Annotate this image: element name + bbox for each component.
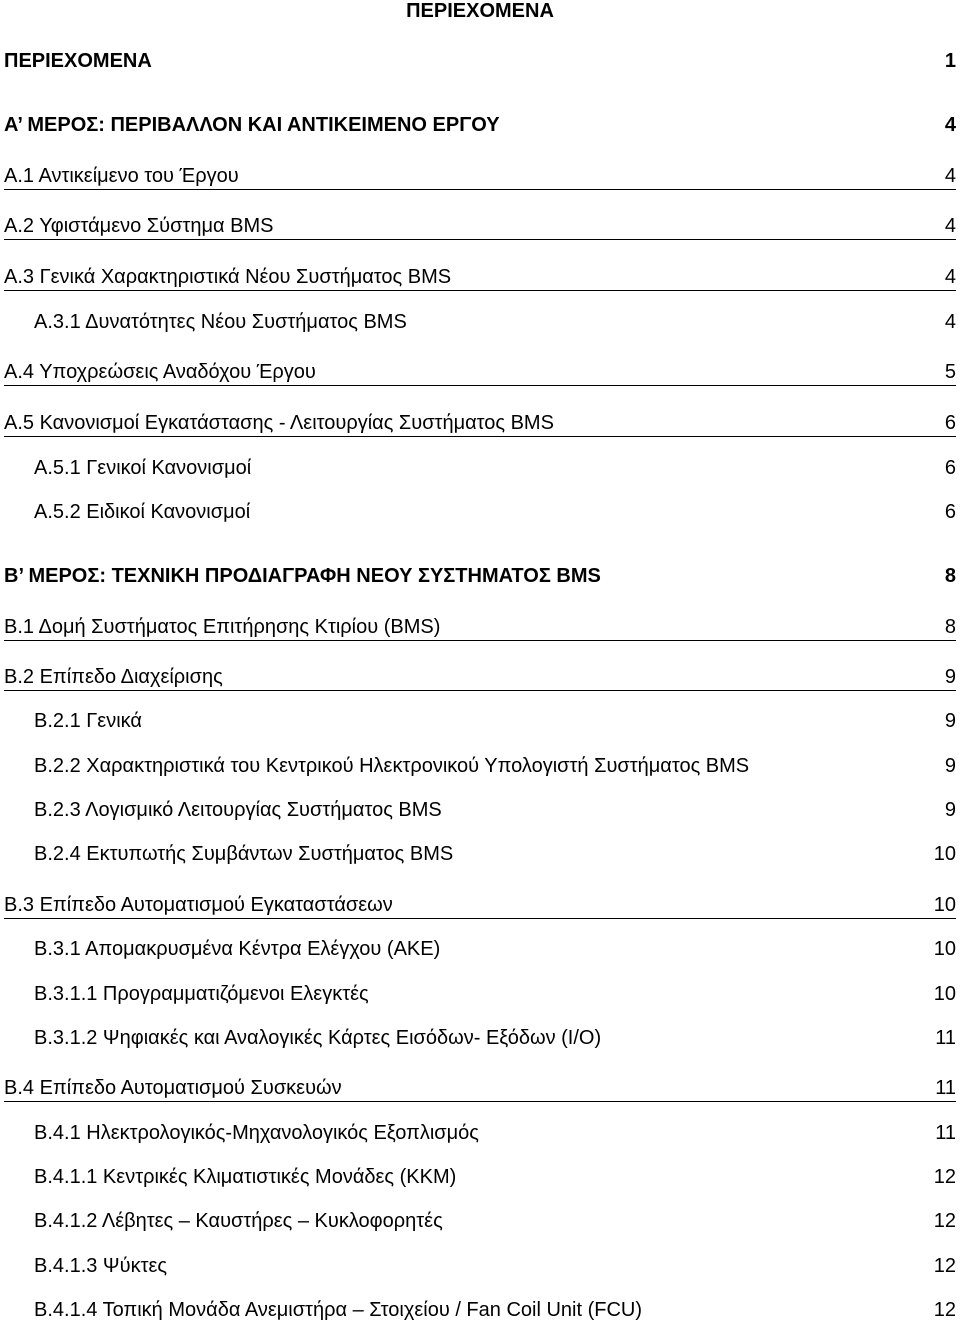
toc-entry-label: Β.2 Επίπεδο Διαχείρισης [4, 666, 223, 688]
toc-entry-b4-1-4[interactable] [34, 1297, 956, 1323]
toc-entry-page: 12 [933, 1166, 956, 1188]
toc-entry-label: Β.2.1 Γενικά [34, 710, 142, 732]
toc-entry-label: Α.1 Αντικείμενο του Έργου [4, 165, 239, 187]
toc-entry-label: Β.3 Επίπεδο Αυτοματισμού Εγκαταστάσεων [4, 894, 393, 916]
toc-entry-page: 9 [944, 799, 956, 821]
toc-entry-page: 4 [944, 311, 956, 333]
toc-entry-b3[interactable] [4, 892, 956, 919]
toc-entry-label: Β.4.1.1 Κεντρικές Κλιματιστικές Μονάδες (ΚΚΜ) [34, 1166, 457, 1188]
toc-entry-b1[interactable] [4, 614, 956, 641]
toc-entry-label: Β.2.4 Εκτυπωτής Συμβάντων Συστήματος BMS [34, 843, 454, 865]
toc-entry-label: Α.4 Υποχρεώσεις Αναδόχου Έργου [4, 361, 316, 383]
toc-entry-page: 10 [933, 983, 956, 1005]
toc-entry-label: ΠΕΡΙΕΧΟΜΕΝΑ [4, 50, 152, 72]
toc-entry-a3-1[interactable] [34, 309, 956, 335]
toc-entry-part-a[interactable] [4, 112, 956, 138]
toc-entry-page: 8 [944, 616, 956, 638]
toc-entry-a5[interactable] [4, 410, 956, 437]
toc-entry-page: 4 [944, 165, 956, 187]
toc-entry-label: Β.4.1.2 Λέβητες – Καυστήρες – Κυκλοφορητές [34, 1210, 443, 1232]
toc-entry-label: Α.5 Κανονισμοί Εγκατάστασης - Λειτουργίας Συστήματος BMS [4, 412, 554, 434]
toc-entry-label: Α.5.2 Ειδικοί Κανονισμοί [34, 501, 251, 523]
toc-entry-b4-1-3[interactable] [34, 1253, 956, 1279]
toc-entry-b2-3[interactable] [34, 797, 956, 823]
toc-entry-label: Β.3.1 Απομακρυσμένα Κέντρα Ελέγχου (ΑΚΕ) [34, 938, 441, 960]
toc-entry-label: Β.3.1.1 Προγραμματιζόμενοι Ελεγκτές [34, 983, 369, 1005]
toc-entry-b3-1-2[interactable] [34, 1025, 956, 1051]
toc-entry-b4[interactable] [4, 1075, 956, 1102]
toc-entry-page: 1 [944, 50, 956, 72]
toc-entry-a5-2[interactable] [34, 499, 956, 525]
toc-entry-label: Α’ ΜΕΡΟΣ: ΠΕΡΙΒΑΛΛΟΝ ΚΑΙ ΑΝΤΙΚΕΙΜΕΝΟ ΕΡΓΟΥ [4, 114, 500, 136]
toc-entry-a2[interactable] [4, 213, 956, 240]
toc-entry-page: 4 [944, 266, 956, 288]
toc-entry-label: Β’ ΜΕΡΟΣ: ΤΕΧΝΙΚΗ ΠΡΟΔΙΑΓΡΑΦΗ ΝΕΟΥ ΣΥΣΤΗΜΑΤΟΣ BMS [4, 565, 601, 587]
toc-entry-b2[interactable] [4, 664, 956, 691]
toc-entry-a1[interactable] [4, 163, 956, 190]
toc-entry-page: 4 [944, 215, 956, 237]
toc-entry-page: 11 [935, 1027, 956, 1049]
toc-entry-contents[interactable] [4, 48, 956, 74]
toc-entry-b2-2[interactable] [34, 753, 956, 779]
toc-entry-page: 10 [933, 894, 956, 916]
toc-entry-page: 12 [933, 1255, 956, 1277]
toc-entry-label: Β.4 Επίπεδο Αυτοματισμού Συσκευών [4, 1077, 342, 1099]
toc-entry-b4-1-1[interactable] [34, 1164, 956, 1190]
toc-entry-label: Α.5.1 Γενικοί Κανονισμοί [34, 457, 252, 479]
toc-entry-page: 8 [944, 565, 956, 587]
toc-entry-label: Β.2.2 Χαρακτηριστικά του Κεντρικού Ηλεκτρονικού Υπολογιστή Συστήματος BMS [34, 755, 750, 777]
toc-entry-label: Β.2.3 Λογισμικό Λειτουργίας Συστήματος BMS [34, 799, 442, 821]
toc-entry-page: 12 [933, 1210, 956, 1232]
toc-entry-label: Β.4.1.4 Τοπική Μονάδα Ανεμιστήρα – Στοιχείου / Fan Coil Unit (FCU) [34, 1299, 643, 1321]
toc-entry-b2-4[interactable] [34, 841, 956, 867]
toc-entry-b3-1-1[interactable] [34, 981, 956, 1007]
toc-entry-label: Β.4.1 Ηλεκτρολογικός-Μηχανολογικός Εξοπλισμός [34, 1122, 479, 1144]
toc-entry-label: Β.3.1.2 Ψηφιακές και Αναλογικές Κάρτες Εισόδων- Εξόδων (I/O) [34, 1027, 602, 1049]
toc-entry-page: 6 [944, 501, 956, 523]
toc-entry-a3[interactable] [4, 264, 956, 291]
toc-entry-a4[interactable] [4, 359, 956, 386]
toc-entry-page: 11 [935, 1122, 956, 1144]
toc-entry-page: 6 [944, 412, 956, 434]
toc-entry-page: 5 [944, 361, 956, 383]
toc-entry-page: 9 [944, 710, 956, 732]
toc-entry-page: 6 [944, 457, 956, 479]
toc-entry-page: 4 [944, 114, 956, 136]
toc-entry-page: 10 [933, 938, 956, 960]
toc-entry-page: 12 [933, 1299, 956, 1321]
toc-entry-label: Α.3 Γενικά Χαρακτηριστικά Νέου Συστήματος BMS [4, 266, 452, 288]
toc-entry-label: Β.4.1.3 Ψύκτες [34, 1255, 168, 1277]
toc-entry-b3-1[interactable] [34, 936, 956, 962]
page-title: ΠΕΡΙΕΧΟΜΕΝΑ [406, 0, 554, 22]
toc-entry-label: Β.1 Δομή Συστήματος Επιτήρησης Κτιρίου (BMS) [4, 616, 441, 638]
toc-entry-label: Α.2 Υφιστάμενο Σύστημα BMS [4, 215, 274, 237]
toc-entry-label: Α.3.1 Δυνατότητες Νέου Συστήματος BMS [34, 311, 407, 333]
toc-entry-page: 10 [933, 843, 956, 865]
toc-entry-page: 9 [944, 666, 956, 688]
toc-entry-b4-1-2[interactable] [34, 1208, 956, 1234]
toc-entry-b2-1[interactable] [34, 708, 956, 734]
toc-entry-part-b[interactable] [4, 563, 956, 589]
toc-entry-page: 9 [944, 755, 956, 777]
toc-entry-b4-1[interactable] [34, 1120, 956, 1146]
toc-entry-a5-1[interactable] [34, 455, 956, 481]
toc-entry-page: 11 [935, 1077, 956, 1099]
